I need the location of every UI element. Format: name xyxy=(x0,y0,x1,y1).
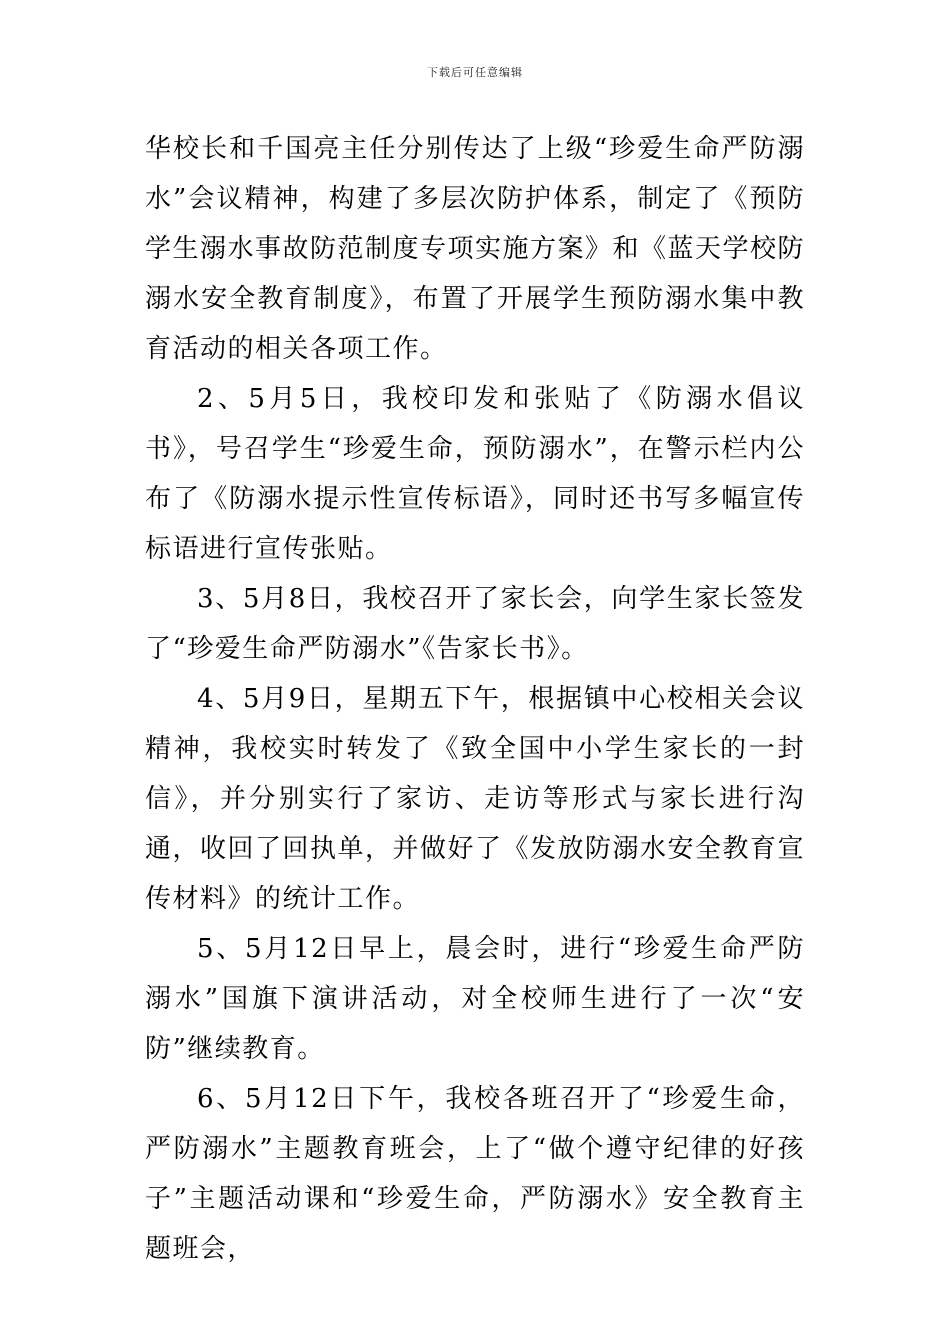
paragraph-4: 4、5月9日，星期五下午，根据镇中心校相关会议精神，我校实时转发了《致全国中小学生家长的一封信》，并分别实行了家访、走访等形式与家长进行沟通，收回了回执单，并做好了《发放防溺水安全教育宣传材料》的统计工作。 xyxy=(145,684,806,914)
paragraph-1: 华校长和千国亮主任分别传达了上级“珍爱生命严防溺水”会议精神，构建了多层次防护体系，制定了《预防学生溺水事故防范制度专项实施方案》和《蓝天学校防溺水安全教育制度》，布置了开展学生预防溺水集中教育活动的相关各项工作。 xyxy=(145,134,806,364)
paragraph-2: 2、5月5日，我校印发和张贴了《防溺水倡议书》，号召学生“珍爱生命，预防溺水”，在警示栏内公布了《防溺水提示性宣传标语》，同时还书写多幅宣传标语进行宣传张贴。 xyxy=(145,384,805,564)
header-note: 下载后可任意编辑 xyxy=(427,66,523,79)
document-body xyxy=(145,124,805,1274)
paragraph-3: 3、5月8日，我校召开了家长会，向学生家长签发了“珍爱生命严防溺水”《告家长书》。 xyxy=(145,584,805,664)
paragraph-6: 6、5月12日下午，我校各班召开了“珍爱生命，严防溺水”主题教育班会，上了“做个遵守纪律的好孩子”主题活动课和“珍爱生命，严防溺水》安全教育主题班会， xyxy=(145,1084,805,1264)
paragraph-5: 5、5月12日早上，晨会时，进行“珍爱生命严防溺水”国旗下演讲活动，对全校师生进行了一次“安防”继续教育。 xyxy=(145,934,805,1064)
